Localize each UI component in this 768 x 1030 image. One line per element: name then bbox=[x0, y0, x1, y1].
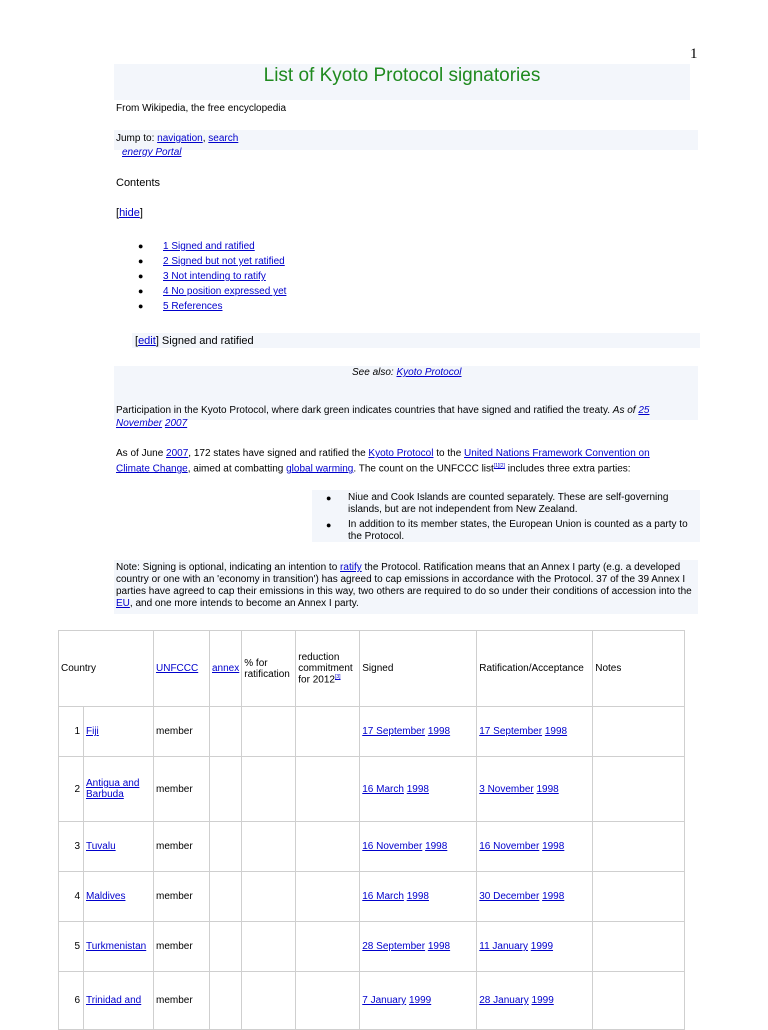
note-text: Niue and Cook Islands are counted separately. These are self-governing islands, but are not independent from New Zealand. bbox=[348, 492, 669, 515]
hide-toggle bbox=[116, 207, 143, 219]
reference-link[interactable]: [1][2] bbox=[493, 463, 505, 469]
toc-link-signed-ratified[interactable]: 1 Signed and ratified bbox=[163, 241, 255, 252]
percent-cell bbox=[242, 822, 296, 872]
signed-year-link[interactable]: 1998 bbox=[427, 726, 451, 737]
ratification-year-link[interactable]: 1998 bbox=[542, 891, 565, 902]
country-link[interactable]: Trinidad and bbox=[86, 995, 142, 1006]
ratification-cell bbox=[477, 972, 593, 1030]
toc-link-signed-not-ratified[interactable]: 2 Signed but not yet ratified bbox=[163, 256, 285, 267]
signed-cell bbox=[360, 707, 477, 757]
signed-date-link[interactable]: 16 March bbox=[362, 783, 404, 795]
unfccc-cell: member bbox=[154, 757, 210, 822]
count-paragraph bbox=[116, 447, 686, 475]
country-link[interactable]: Tuvalu bbox=[86, 841, 116, 852]
participation-text: Participation in the Kyoto Protocol, where dark green indicates countries that have signed and ratified the treaty. bbox=[116, 405, 613, 416]
country-cell bbox=[84, 922, 154, 972]
toc-item bbox=[138, 270, 286, 285]
see-also-prefix: See also: bbox=[352, 367, 397, 378]
table-row bbox=[59, 872, 685, 922]
text-segment: Note: Signing is optional, indicating an intention to bbox=[116, 562, 341, 573]
participation-paragraph bbox=[116, 404, 686, 430]
row-number: 1 bbox=[59, 707, 84, 757]
ratification-date-link[interactable]: 3 November bbox=[479, 783, 534, 795]
signed-year-link[interactable]: 1998 bbox=[425, 841, 448, 852]
table-header-row bbox=[59, 631, 685, 707]
ratification-cell bbox=[477, 922, 593, 972]
page-number: 1 bbox=[690, 46, 698, 62]
section-title: Signed and ratified bbox=[158, 335, 254, 347]
ratification-year-link[interactable]: 1999 bbox=[531, 995, 554, 1006]
row-number: 3 bbox=[59, 822, 84, 872]
contents-heading: Contents bbox=[116, 177, 161, 189]
signed-year-link[interactable]: 1998 bbox=[406, 891, 429, 902]
country-cell bbox=[84, 872, 154, 922]
text-segment: to the bbox=[433, 448, 465, 459]
text-segment: includes three extra parties: bbox=[504, 463, 631, 475]
list-item bbox=[326, 492, 698, 516]
ratify-link[interactable]: ratify bbox=[340, 562, 362, 573]
text-segment: the Protocol. Ratification means that an Annex I party (e.g. a developed country or one with an 'economy in transition') has agreed to cap emissions in accordance with the Protocol. 37 of the 39 Annex I parties have agreed to cap their emissions in this way, two others are required to do so under their conditions of accession into the bbox=[116, 562, 692, 597]
ratification-cell bbox=[477, 822, 593, 872]
country-link[interactable]: Turkmenistan bbox=[86, 941, 147, 952]
signed-year-link[interactable]: 1998 bbox=[427, 941, 451, 952]
unfccc-link[interactable]: United Nations Framework Convention on Climate Change bbox=[116, 448, 650, 475]
reduction-cell bbox=[296, 707, 360, 757]
ratification-date-link[interactable]: 11 January bbox=[479, 941, 528, 952]
notes-cell bbox=[593, 707, 685, 757]
reduction-cell bbox=[296, 872, 360, 922]
reduction-ref-link[interactable]: [3] bbox=[334, 673, 341, 680]
table-row bbox=[59, 922, 685, 972]
bullet-icon: ● bbox=[138, 301, 144, 311]
text-segment: , 172 states have signed and ratified the bbox=[188, 448, 369, 459]
ratification-date-link[interactable]: 28 January bbox=[479, 995, 529, 1006]
header-country: Country bbox=[59, 631, 154, 707]
edit-bracket-close: ] bbox=[155, 335, 159, 347]
jump-prefix: Jump to: bbox=[116, 133, 158, 144]
unfccc-cell: member bbox=[154, 872, 210, 922]
percent-cell bbox=[242, 707, 296, 757]
header-reduction bbox=[296, 631, 360, 707]
year-link[interactable]: 2007 bbox=[164, 418, 188, 429]
reduction-cell bbox=[296, 972, 360, 1030]
annex-header-link[interactable]: annex bbox=[212, 663, 240, 674]
annex-cell bbox=[210, 822, 242, 872]
signed-date-link[interactable]: 16 November bbox=[362, 841, 423, 852]
notes-cell bbox=[593, 922, 685, 972]
bullet-icon: ● bbox=[326, 493, 332, 503]
reduction-cell bbox=[296, 757, 360, 822]
header-notes: Notes bbox=[593, 631, 685, 707]
text-segment: . The count on the UNFCCC list bbox=[353, 463, 494, 475]
annex-cell bbox=[210, 922, 242, 972]
ratification-year-link[interactable]: 1998 bbox=[544, 726, 568, 737]
note-text: In addition to its member states, the European Union is counted as a party to the Protocol. bbox=[348, 519, 688, 542]
header-unfccc bbox=[154, 631, 210, 707]
notes-cell bbox=[593, 757, 685, 822]
signed-cell bbox=[360, 872, 477, 922]
see-also-line bbox=[352, 367, 462, 378]
signed-cell bbox=[360, 822, 477, 872]
toc-item bbox=[138, 240, 286, 255]
row-number: 2 bbox=[59, 757, 84, 822]
signed-date-link[interactable]: 16 March bbox=[362, 891, 404, 902]
annex-cell bbox=[210, 707, 242, 757]
signing-note-paragraph bbox=[116, 562, 700, 610]
country-cell bbox=[84, 707, 154, 757]
country-link[interactable]: Maldives bbox=[86, 891, 126, 902]
reduction-cell bbox=[296, 822, 360, 872]
ratification-cell bbox=[477, 757, 593, 822]
unfccc-cell: member bbox=[154, 922, 210, 972]
bullet-icon: ● bbox=[138, 241, 144, 251]
tagline: From Wikipedia, the free encyclopedia bbox=[116, 103, 287, 114]
ratification-cell bbox=[477, 872, 593, 922]
text-segment: , and one more intends to become an Annex I party. bbox=[129, 598, 359, 609]
hide-bracket-open: [ bbox=[116, 207, 120, 219]
percent-cell bbox=[242, 972, 296, 1030]
eu-link[interactable]: EU bbox=[116, 598, 130, 609]
reduction-cell bbox=[296, 922, 360, 972]
ratification-year-link[interactable]: 1998 bbox=[536, 783, 559, 795]
global-warming-link[interactable]: global warming bbox=[286, 463, 354, 475]
header-percent-ratification: % for ratification bbox=[242, 631, 296, 707]
signed-year-link[interactable]: 1998 bbox=[406, 783, 429, 795]
search-link[interactable]: search bbox=[208, 133, 239, 144]
edit-link[interactable]: edit bbox=[138, 335, 156, 347]
table-of-contents bbox=[138, 240, 286, 315]
signed-cell bbox=[360, 922, 477, 972]
jump-to-line bbox=[116, 133, 238, 144]
ratification-date-link[interactable]: 30 December bbox=[479, 891, 540, 902]
percent-cell bbox=[242, 922, 296, 972]
toc-item bbox=[138, 255, 286, 270]
notes-cell bbox=[593, 872, 685, 922]
annex-cell bbox=[210, 757, 242, 822]
text-segment: As of June bbox=[116, 448, 167, 459]
percent-cell bbox=[242, 757, 296, 822]
table-row bbox=[59, 822, 685, 872]
country-link[interactable]: Fiji bbox=[86, 726, 99, 737]
signed-date-link[interactable]: 28 September bbox=[362, 941, 426, 952]
header-ratification: Ratification/Acceptance bbox=[477, 631, 593, 707]
row-number: 5 bbox=[59, 922, 84, 972]
unfccc-cell: member bbox=[154, 822, 210, 872]
bullet-icon: ● bbox=[138, 256, 144, 266]
jump-separator: , bbox=[202, 133, 209, 144]
unfccc-cell: member bbox=[154, 972, 210, 1030]
list-item bbox=[326, 519, 698, 543]
signed-year-link[interactable]: 1999 bbox=[408, 995, 432, 1006]
toc-link-references[interactable]: 5 References bbox=[163, 301, 223, 312]
signed-cell bbox=[360, 972, 477, 1030]
toc-link-no-position[interactable]: 4 No position expressed yet bbox=[163, 286, 287, 297]
ratification-year-link[interactable]: 1998 bbox=[542, 841, 565, 852]
header-annex bbox=[210, 631, 242, 707]
header-signed: Signed bbox=[360, 631, 477, 707]
page-title: List of Kyoto Protocol signatories bbox=[263, 65, 541, 86]
signed-cell bbox=[360, 757, 477, 822]
toc-item bbox=[138, 285, 286, 300]
edit-bracket-open: [ bbox=[135, 335, 139, 347]
unfccc-cell: member bbox=[154, 707, 210, 757]
ratification-date-link[interactable]: 16 November bbox=[479, 841, 540, 852]
table-row bbox=[59, 757, 685, 822]
energy-portal-link[interactable]: energy Portal bbox=[122, 147, 182, 158]
hide-link[interactable]: hide bbox=[119, 207, 140, 219]
notes-cell bbox=[593, 972, 685, 1030]
text-segment: , aimed at combatting bbox=[187, 463, 287, 475]
country-cell bbox=[84, 757, 154, 822]
bullet-icon: ● bbox=[138, 286, 144, 296]
toc-link-not-intending[interactable]: 3 Not intending to ratify bbox=[163, 271, 266, 282]
country-cell bbox=[84, 972, 154, 1030]
toc-item bbox=[138, 300, 286, 315]
ratification-date-link[interactable]: 17 September bbox=[479, 726, 543, 737]
table-row bbox=[59, 972, 685, 1030]
reduction-label: reduction commitment for 2012 bbox=[298, 651, 353, 686]
ratification-year-link[interactable]: 1999 bbox=[530, 941, 554, 952]
unfccc-header-link[interactable]: UNFCCC bbox=[156, 663, 199, 674]
kyoto-protocol-link[interactable]: Kyoto Protocol bbox=[396, 367, 462, 378]
hide-bracket-close: ] bbox=[139, 207, 143, 219]
year-2007-link[interactable]: 2007 bbox=[166, 448, 189, 459]
percent-cell bbox=[242, 872, 296, 922]
bullet-icon: ● bbox=[138, 271, 144, 281]
bullet-icon: ● bbox=[326, 520, 332, 530]
country-cell bbox=[84, 822, 154, 872]
section-heading bbox=[135, 335, 254, 347]
table-row bbox=[59, 707, 685, 757]
kyoto-protocol-inline-link[interactable]: Kyoto Protocol bbox=[368, 448, 434, 459]
signed-date-link[interactable]: 17 September bbox=[362, 726, 426, 737]
navigation-link[interactable]: navigation bbox=[157, 133, 203, 144]
signed-date-link[interactable]: 7 January bbox=[362, 995, 407, 1006]
signatories-table bbox=[58, 630, 685, 1030]
extra-parties-list bbox=[326, 492, 698, 546]
ratification-cell bbox=[477, 707, 593, 757]
row-number: 4 bbox=[59, 872, 84, 922]
row-number: 6 bbox=[59, 972, 84, 1030]
as-of-label: As of bbox=[612, 405, 639, 416]
annex-cell bbox=[210, 972, 242, 1030]
country-link[interactable]: Antigua and Barbuda bbox=[86, 778, 140, 800]
annex-cell bbox=[210, 872, 242, 922]
date-link[interactable]: 25 November bbox=[116, 405, 650, 429]
notes-cell bbox=[593, 822, 685, 872]
